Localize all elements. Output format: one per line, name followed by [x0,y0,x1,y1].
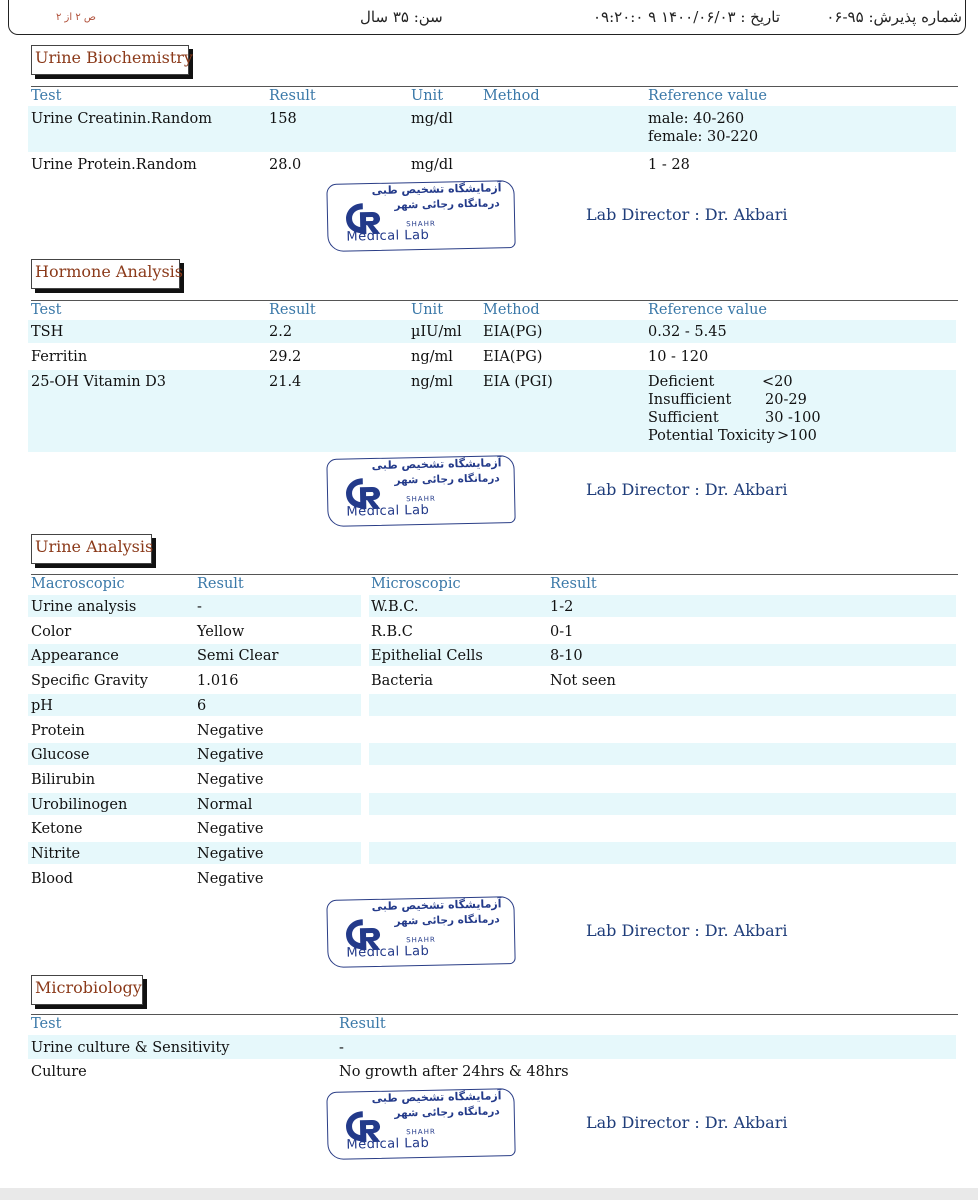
col-header-test: Test [31,302,62,318]
divider [31,300,958,301]
macro-test-name: Nitrite [31,846,81,862]
col-header-unit: Unit [411,302,444,318]
divider [31,1014,958,1015]
stamp-line2: درمانگاه رجائی شهر [394,197,500,212]
macro-test-name: Glucose [31,747,90,763]
vitd-ref-label: Deficient [648,374,715,390]
micro-test-name: Epithelial Cells [371,648,483,664]
admission-number: شماره پذیرش: ۹۵-۰۶ [826,8,962,26]
micro-test-result: 1-2 [550,599,574,615]
table-row [369,793,956,815]
section-title-urine-biochemistry: Urine Biochemistry [31,45,189,75]
col-header-unit: Unit [411,88,444,104]
test-result: - [339,1040,344,1056]
macro-test-result: Negative [197,772,264,788]
lab-stamp [326,896,515,968]
section-title-microbiology: Microbiology [31,975,143,1005]
macro-test-result: Normal [197,797,253,813]
page-bottom-edge [0,1188,978,1200]
test-unit: ng/ml [411,349,453,365]
page-number: ص ۲ از ۲ [56,12,96,23]
test-method: EIA(PG) [483,324,543,340]
stamp-brand: Medical Lab [346,1135,430,1153]
stamp-line2: درمانگاه رجائی شهر [394,472,500,487]
stamp-brand-small: SHAHR [406,935,436,945]
reference-value: 0.32 - 5.45 [648,324,727,340]
vitd-ref-label: Insufficient [648,392,732,408]
lab-director: Lab Director : Dr. Akbari [586,480,788,499]
col-header-test: Test [31,88,62,104]
report-date: تاریخ : ۱۴۰۰/۰۶/۰۳ ۹ ۰۹:۲۰:۰ [592,8,780,26]
macro-test-result: Negative [197,821,264,837]
test-name: 25-OH Vitamin D3 [31,374,167,390]
test-name: Urine Protein.Random [31,157,197,173]
lab-stamp [326,180,515,252]
test-name: Ferritin [31,349,88,365]
stamp-line2: درمانگاه رجائی شهر [394,913,500,928]
stamp-brand-small: SHAHR [406,219,436,229]
stamp-brand: Medical Lab [346,502,430,520]
macro-test-name: Color [31,624,72,640]
micro-test-result: 8-10 [550,648,583,664]
test-name: Urine Creatinin.Random [31,111,212,127]
reference-value: male: 40-260 [648,111,745,127]
lab-director: Lab Director : Dr. Akbari [586,1113,788,1132]
micro-test-result: 0-1 [550,624,574,640]
lab-stamp [326,455,515,527]
stamp-brand: Medical Lab [346,943,430,961]
test-result: 21.4 [269,374,302,390]
micro-test-name: R.B.C [371,624,413,640]
vitd-ref-value: 30 -100 [765,410,821,426]
test-name: Urine culture & Sensitivity [31,1040,230,1056]
test-unit: mg/dl [411,157,453,173]
vitd-ref-value: >100 [777,428,817,444]
section-title-urine-analysis: Urine Analysis [31,534,152,564]
col-header-reference: Reference value [648,88,768,104]
macro-test-name: pH [31,698,53,714]
vitd-ref-value: <20 [762,374,793,390]
macro-test-result: - [197,599,202,615]
stamp-brand-small: SHAHR [406,1127,436,1137]
patient-age: سن: ۳۵ سال [360,8,443,26]
test-result: 158 [269,111,297,127]
macro-test-name: Urobilinogen [31,797,128,813]
stamp-brand: Medical Lab [346,227,430,245]
stamp-brand-small: SHAHR [406,494,436,504]
macro-test-result: 1.016 [197,673,239,689]
test-unit: µIU/ml [411,324,462,340]
macro-test-name: Bilirubin [31,772,96,788]
reference-value: female: 30-220 [648,129,759,145]
stamp-line1: آزمایشگاه تشخیص طبی [371,1089,502,1106]
micro-test-name: Bacteria [371,673,434,689]
reference-value: 10 - 120 [648,349,709,365]
col-header-result: Result [269,302,316,318]
test-unit: ng/ml [411,374,453,390]
macro-test-result: Negative [197,846,264,862]
col-header-method: Method [483,302,540,318]
macro-test-result: Semi Clear [197,648,279,664]
macro-test-name: Protein [31,723,85,739]
col-header-microscopic: Microscopic [371,576,461,592]
table-row [28,694,361,716]
test-method: EIA(PG) [483,349,543,365]
macro-test-result: Negative [197,747,264,763]
stamp-line1: آزمایشگاه تشخیص طبی [371,897,502,914]
test-result: 2.2 [269,324,293,340]
macro-test-name: Blood [31,871,74,887]
test-unit: mg/dl [411,111,453,127]
col-header-result: Result [339,1016,386,1032]
macro-test-result: Yellow [197,624,245,640]
table-row [369,842,956,864]
macro-test-name: Urine analysis [31,599,137,615]
test-method: EIA (PGI) [483,374,553,390]
lab-director: Lab Director : Dr. Akbari [586,921,788,940]
macro-test-name: Ketone [31,821,83,837]
col-header-method: Method [483,88,540,104]
section-title-hormone-analysis: Hormone Analysis [31,259,180,289]
macro-test-result: Negative [197,723,264,739]
macro-test-name: Appearance [31,648,119,664]
vitd-ref-label: Potential Toxicity [648,428,775,444]
vitd-ref-label: Sufficient [648,410,719,426]
stamp-line2: درمانگاه رجائی شهر [394,1105,500,1120]
test-name: Culture [31,1064,87,1080]
lab-stamp [326,1088,515,1160]
macro-test-result: 6 [197,698,207,714]
col-header-result: Result [550,576,597,592]
micro-test-name: W.B.C. [371,599,419,615]
col-header-result: Result [269,88,316,104]
stamp-line1: آزمایشگاه تشخیص طبی [371,181,502,198]
table-row [369,743,956,765]
test-result: No growth after 24hrs & 48hrs [339,1064,569,1080]
reference-value: 1 - 28 [648,157,690,173]
col-header-test: Test [31,1016,62,1032]
stamp-line1: آزمایشگاه تشخیص طبی [371,456,502,473]
macro-test-result: Negative [197,871,264,887]
macro-test-name: Specific Gravity [31,673,148,689]
divider [31,86,958,87]
vitd-ref-value: 20-29 [765,392,807,408]
test-name: TSH [31,324,64,340]
lab-director: Lab Director : Dr. Akbari [586,205,788,224]
test-result: 28.0 [269,157,302,173]
col-header-reference: Reference value [648,302,768,318]
test-result: 29.2 [269,349,302,365]
table-row [369,694,956,716]
col-header-macroscopic: Macroscopic [31,576,125,592]
col-header-result: Result [197,576,244,592]
micro-test-result: Not seen [550,673,616,689]
divider [31,574,958,575]
table-row [369,595,956,617]
